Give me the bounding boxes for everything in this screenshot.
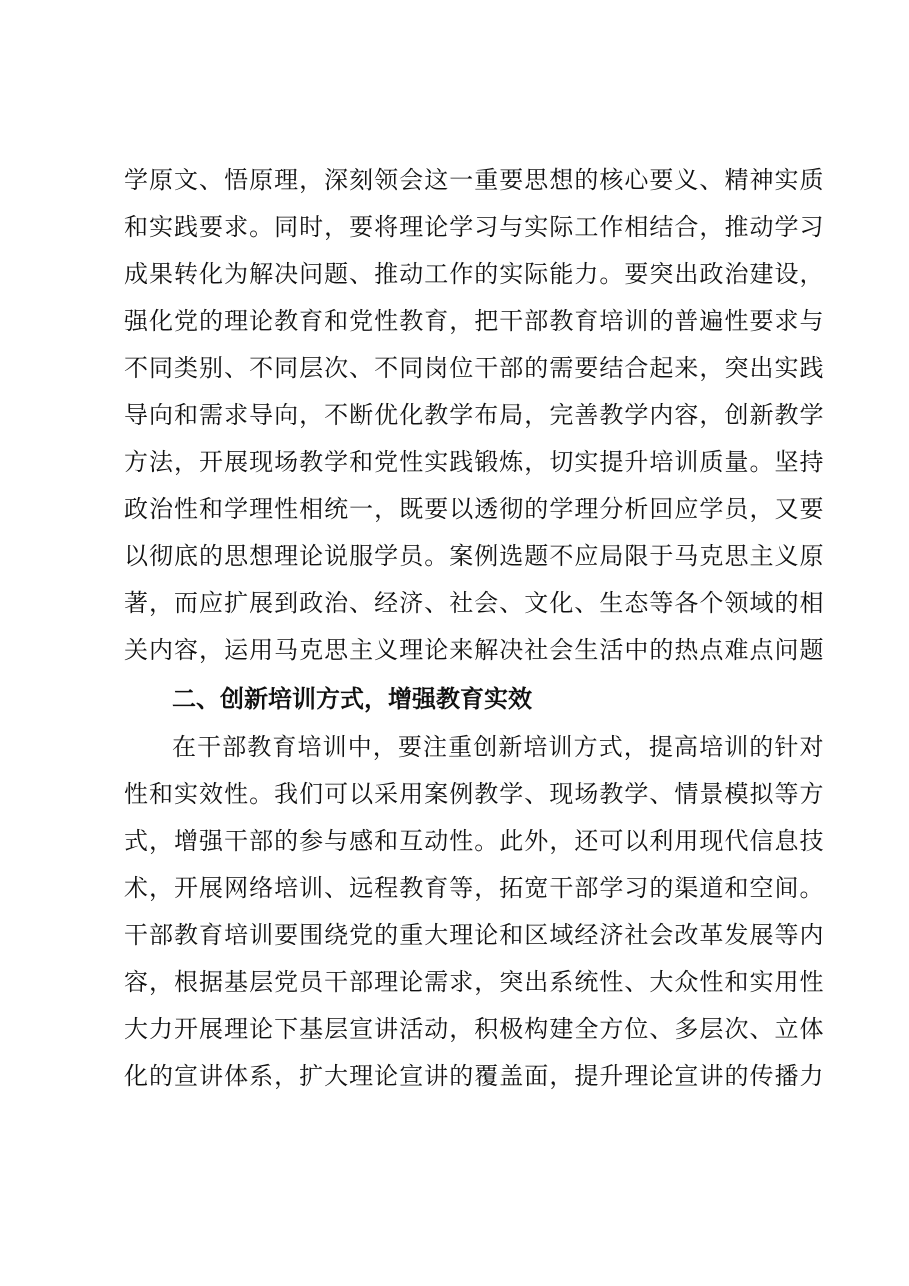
- body-text-line: 和实践要求。同时，要将理论学习与实际工作相结合，推动学习: [124, 213, 824, 241]
- body-text-line: 性和实效性。我们可以采用案例教学、现场教学、情景模拟等方: [124, 780, 824, 808]
- body-text-line: 强化党的理论教育和党性教育，把干部教育培训的普遍性要求与: [124, 307, 824, 335]
- body-text-line: 大力开展理论下基层宣讲活动，积极构建全方位、多层次、立体: [124, 1015, 824, 1043]
- body-text-line: 不同类别、不同层次、不同岗位干部的需要结合起来，突出实践: [124, 354, 824, 382]
- section-heading: 二、创新培训方式，增强教育实效: [172, 685, 532, 713]
- body-text-line: 干部教育培训要围绕党的重大理论和区域经济社会改革发展等内: [124, 921, 824, 949]
- body-text-line: 关内容，运用马克思主义理论来解决社会生活中的热点难点问题: [124, 636, 824, 664]
- body-text-line: 成果转化为解决问题、推动工作的实际能力。要突出政治建设，: [124, 260, 824, 288]
- body-text-line: 化的宣讲体系，扩大理论宣讲的覆盖面，提升理论宣讲的传播力: [124, 1062, 824, 1090]
- body-text-line: 导向和需求导向，不断优化教学布局，完善教学内容，创新教学: [124, 401, 824, 429]
- body-text-line: 学原文、悟原理，深刻领会这一重要思想的核心要义、精神实质: [124, 166, 824, 194]
- body-text-line: 在干部教育培训中，要注重创新培训方式，提高培训的针对: [172, 733, 824, 761]
- body-text-line: 政治性和学理性相统一，既要以透彻的学理分析回应学员，又要: [124, 495, 824, 523]
- body-text-line: 容，根据基层党员干部理论需求，突出系统性、大众性和实用性: [124, 968, 824, 996]
- body-text-line: 方法，开展现场教学和党性实践锻炼，切实提升培训质量。坚持: [124, 448, 824, 476]
- body-text-line: 著，而应扩展到政治、经济、社会、文化、生态等各个领域的相: [124, 589, 824, 617]
- body-text-line: 以彻底的思想理论说服学员。案例选题不应局限于马克思主义原: [124, 542, 824, 570]
- body-text-line: 术，开展网络培训、远程教育等，拓宽干部学习的渠道和空间。: [124, 874, 824, 902]
- body-text-line: 式，增强干部的参与感和互动性。此外，还可以利用现代信息技: [124, 827, 824, 855]
